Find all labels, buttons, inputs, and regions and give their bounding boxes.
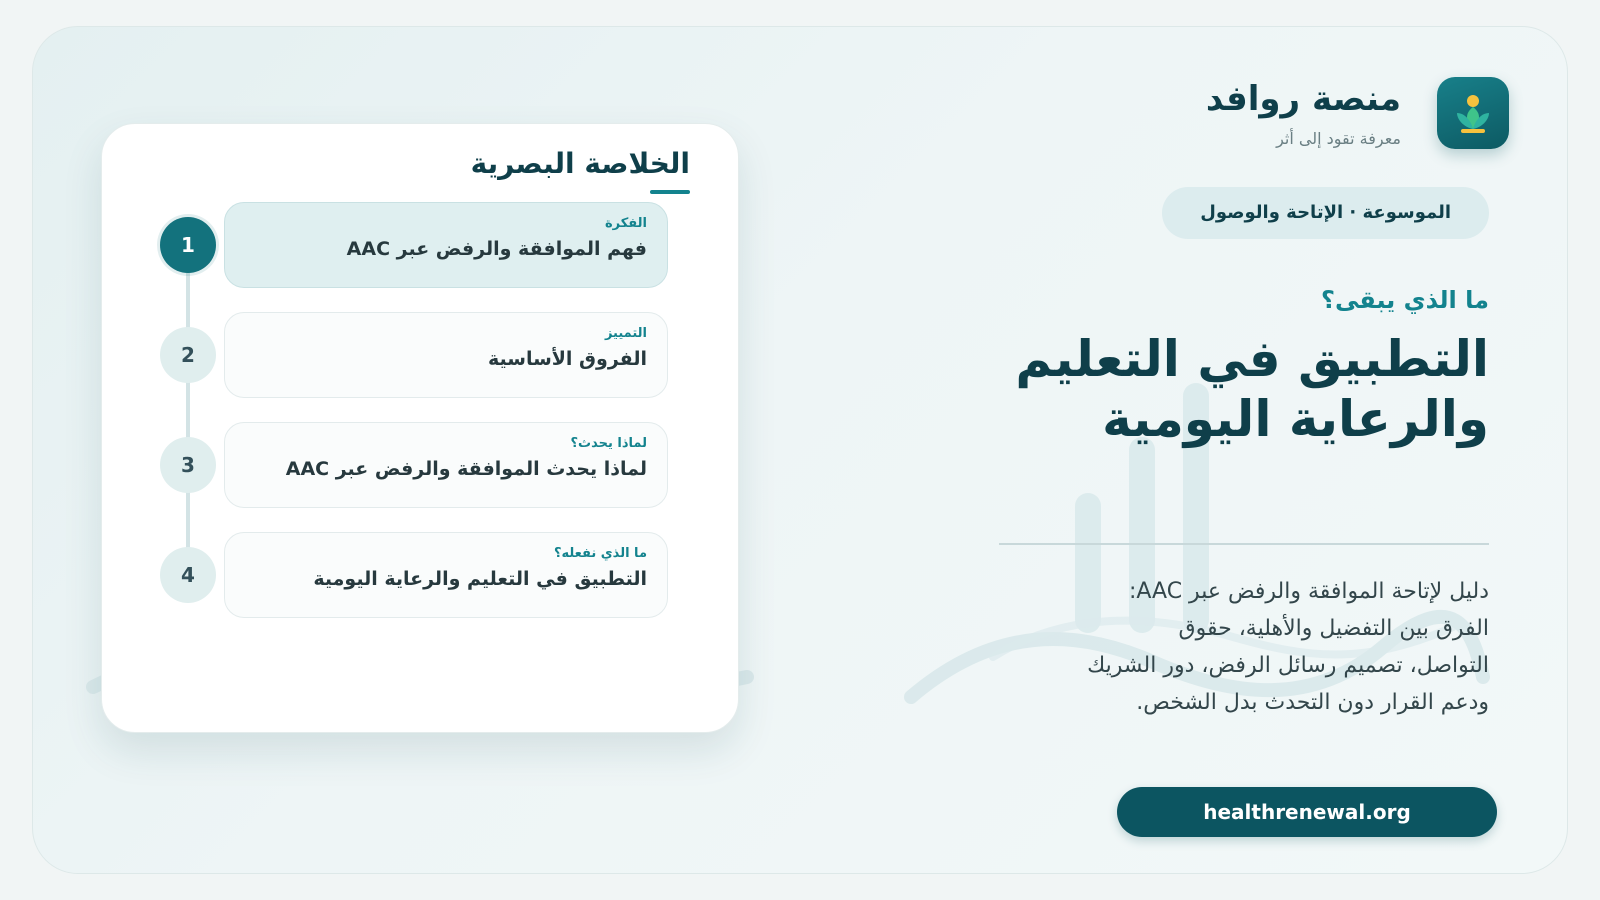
hero-section	[889, 285, 1489, 449]
page-title-line-1: التطبيق في التعليم	[1015, 330, 1489, 388]
brand-name: منصة روافد	[1205, 78, 1401, 119]
step-item-4[interactable]	[102, 532, 738, 620]
step-label: الفكرة	[604, 216, 647, 231]
step-item-3[interactable]	[102, 422, 738, 510]
step-number: 3	[160, 437, 216, 493]
divider	[999, 543, 1489, 545]
summary-line-4: ودعم القرار دون التحدث بدل الشخص.	[1136, 690, 1489, 715]
step-item-2[interactable]	[102, 312, 738, 400]
step-text: الفروق الأساسية	[488, 348, 647, 370]
step-text: فهم الموافقة والرفض عبر AAC	[346, 238, 647, 260]
hero-eyebrow: ما الذي يبقى؟	[1321, 286, 1489, 314]
visual-summary-card	[101, 123, 739, 733]
step-item-1[interactable]	[102, 202, 738, 290]
step-box	[224, 422, 668, 508]
step-text: لماذا يحدث الموافقة والرفض عبر AAC	[285, 458, 647, 480]
timeline-line	[186, 244, 190, 574]
slide-frame	[32, 26, 1568, 874]
summary-line-1: دليل لإتاحة الموافقة والرفض عبر AAC:	[1128, 579, 1489, 604]
lotus-sun-icon	[1445, 85, 1501, 141]
step-number: 1	[160, 217, 216, 273]
summary-line-3: التواصل، تصميم رسائل الرفض، دور الشريك	[1087, 653, 1489, 678]
card-title-underline	[650, 190, 690, 194]
step-box	[224, 312, 668, 398]
page-title-line-2: والرعاية اليومية	[1102, 390, 1489, 448]
brand-logo	[1437, 77, 1509, 149]
step-number: 2	[160, 327, 216, 383]
card-title: الخلاصة البصرية	[470, 147, 690, 180]
step-label: ما الذي نفعله؟	[553, 546, 647, 561]
site-url-button[interactable]: healthrenewal.org	[1117, 787, 1497, 837]
step-label: لماذا يحدث؟	[570, 436, 647, 451]
summary-text	[1009, 573, 1489, 721]
step-label: التمييز	[604, 326, 647, 341]
brand-tagline: معرفة تقود إلى أثر	[1276, 128, 1401, 148]
step-number: 4	[160, 547, 216, 603]
step-text: التطبيق في التعليم والرعاية اليومية	[313, 568, 647, 590]
brand-header	[1206, 77, 1509, 149]
step-box	[224, 202, 668, 288]
summary-line-2: الفرق بين التفضيل والأهلية، حقوق	[1178, 616, 1489, 641]
step-box	[224, 532, 668, 618]
breadcrumb[interactable]: الموسوعة · الإتاحة والوصول	[1162, 187, 1489, 239]
page-title	[889, 329, 1489, 449]
